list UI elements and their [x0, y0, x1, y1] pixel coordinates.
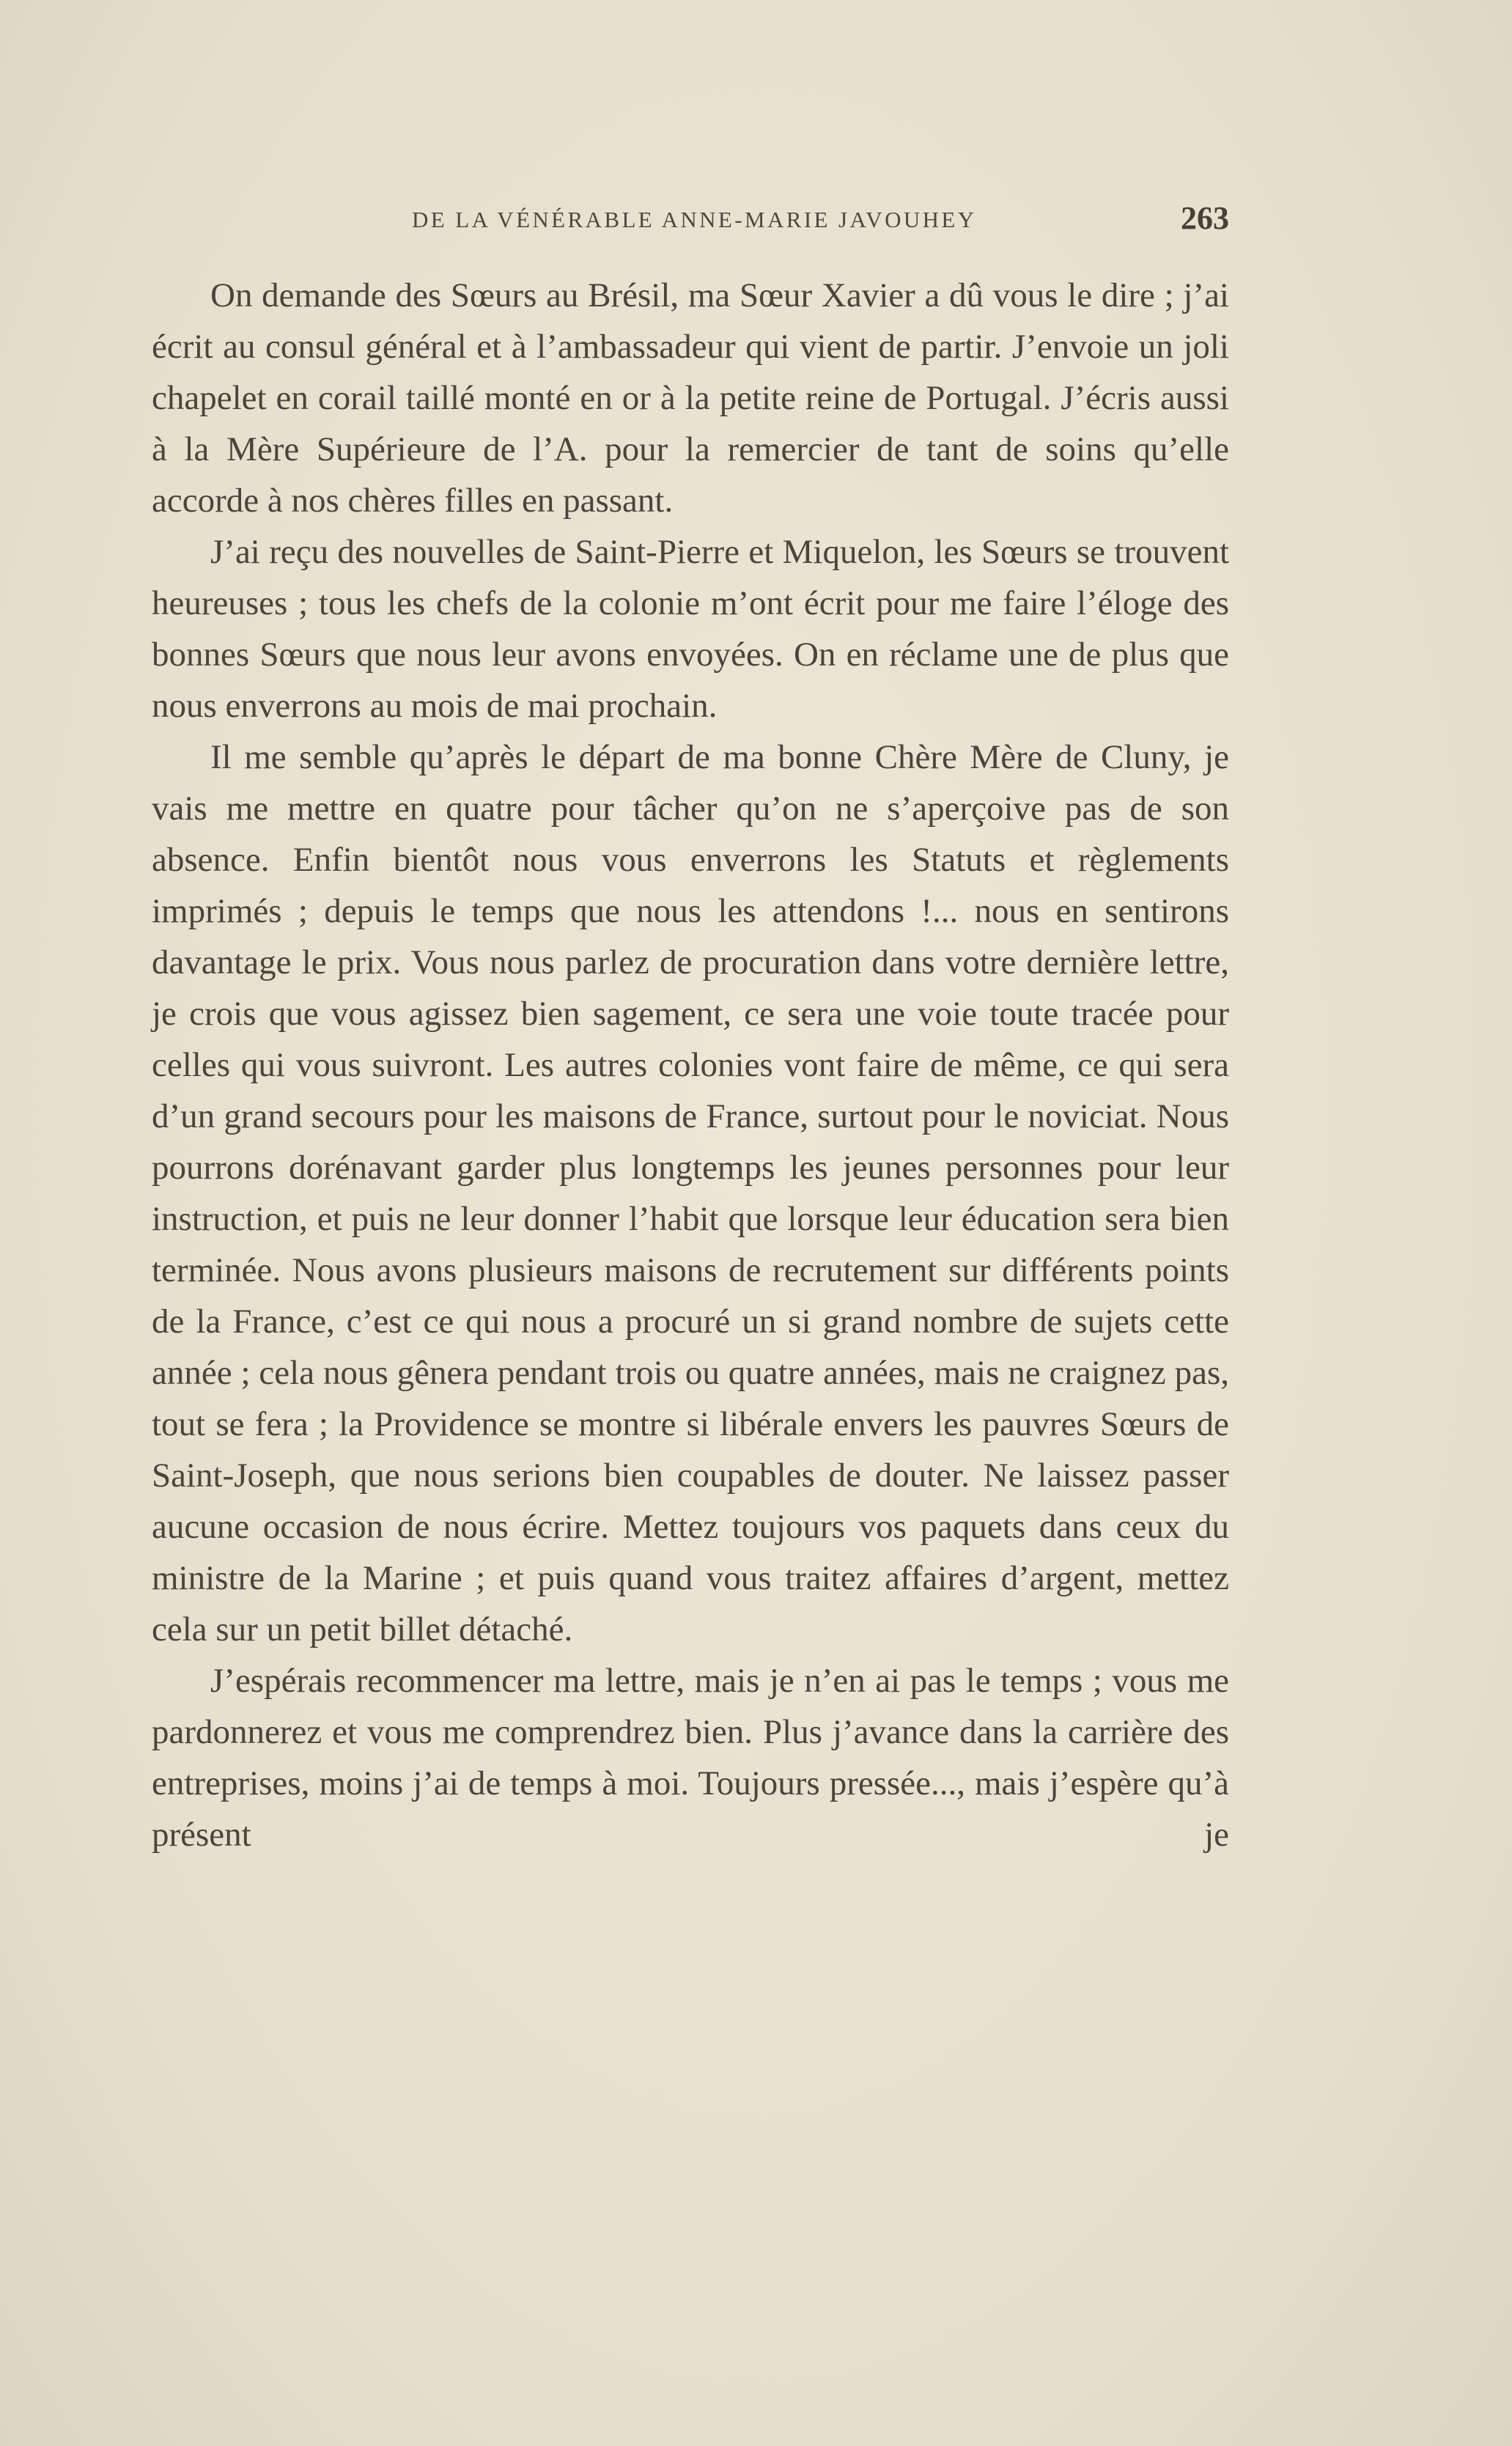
body-text: [152, 270, 1229, 1860]
running-title: DE LA VÉNÉRABLE ANNE-MARIE JAVOUHEY: [412, 207, 977, 232]
paragraph-3: Il me semble qu’après le départ de ma bonne Chère Mère de Cluny, je vais me mettre en quatre pour tâcher qu’on ne s’aperçoive pas de son absence. Enfin bientôt nous vous enverrons les Statuts et règlements imprimés ; depuis le temps que nous les attendons !... nous en sentirons davantage le prix. Vous nous parlez de procuration dans votre dernière lettre, je crois que vous agissez bien sagement, ce sera une voie toute tracée pour celles qui vous suivront. Les autres colonies vont faire de même, ce qui sera d’un grand secours pour les maisons de France, surtout pour le noviciat. Nous pourrons dorénavant garder plus longtemps les jeunes personnes pour leur instruction, et puis ne leur donner l’habit que lorsque leur éducation sera bien terminée. Nous avons plusieurs maisons de recrutement sur différents points de la France, c’est ce qui nous a procuré un si grand nombre de sujets cette année ; cela nous gênera pendant trois ou quatre années, mais ne craignez pas, tout se fera ; la Providence se montre si libérale envers les pauvres Sœurs de Saint-Joseph, que nous serions bien coupables de douter. Ne laissez passer aucune occasion de nous écrire. Mettez toujours vos paquets dans ceux du ministre de la Marine ; et puis quand vous traitez affaires d’argent, mettez cela sur un petit billet détaché.: [152, 738, 1229, 1649]
page-number: 263: [1181, 200, 1229, 236]
paragraph-2: J’ai reçu des nouvelles de Saint-Pierre et Miquelon, les Sœurs se trouvent heureuses ; tous les chefs de la colonie m’ont écrit pour me faire l’éloge des bonnes Sœurs que nous leur avons envoyées. On en réclame une de plus que nous enverrons au mois de mai prochain.: [152, 533, 1229, 725]
page-header: [152, 199, 1229, 243]
paragraph-1: On demande des Sœurs au Brésil, ma Sœur Xavier a dû vous le dire ; j’ai écrit au consul général et à l’ambassadeur qui vient de partir. J’envoie un joli chapelet en corail taillé monté en or à la petite reine de Portugal. J’écris aussi à la Mère Supérieure de l’A. pour la remercier de tant de soins qu’elle accorde à nos chères filles en passant.: [152, 276, 1229, 520]
paragraph-4: J’espérais recommencer ma lettre, mais je n’en ai pas le temps ; vous me pardonnerez et vous me comprendrez bien. Plus j’avance dans la carrière des entreprises, moins j’ai de temps à moi. Toujours pressée..., mais j’espère qu’à présent je: [152, 1662, 1229, 1854]
